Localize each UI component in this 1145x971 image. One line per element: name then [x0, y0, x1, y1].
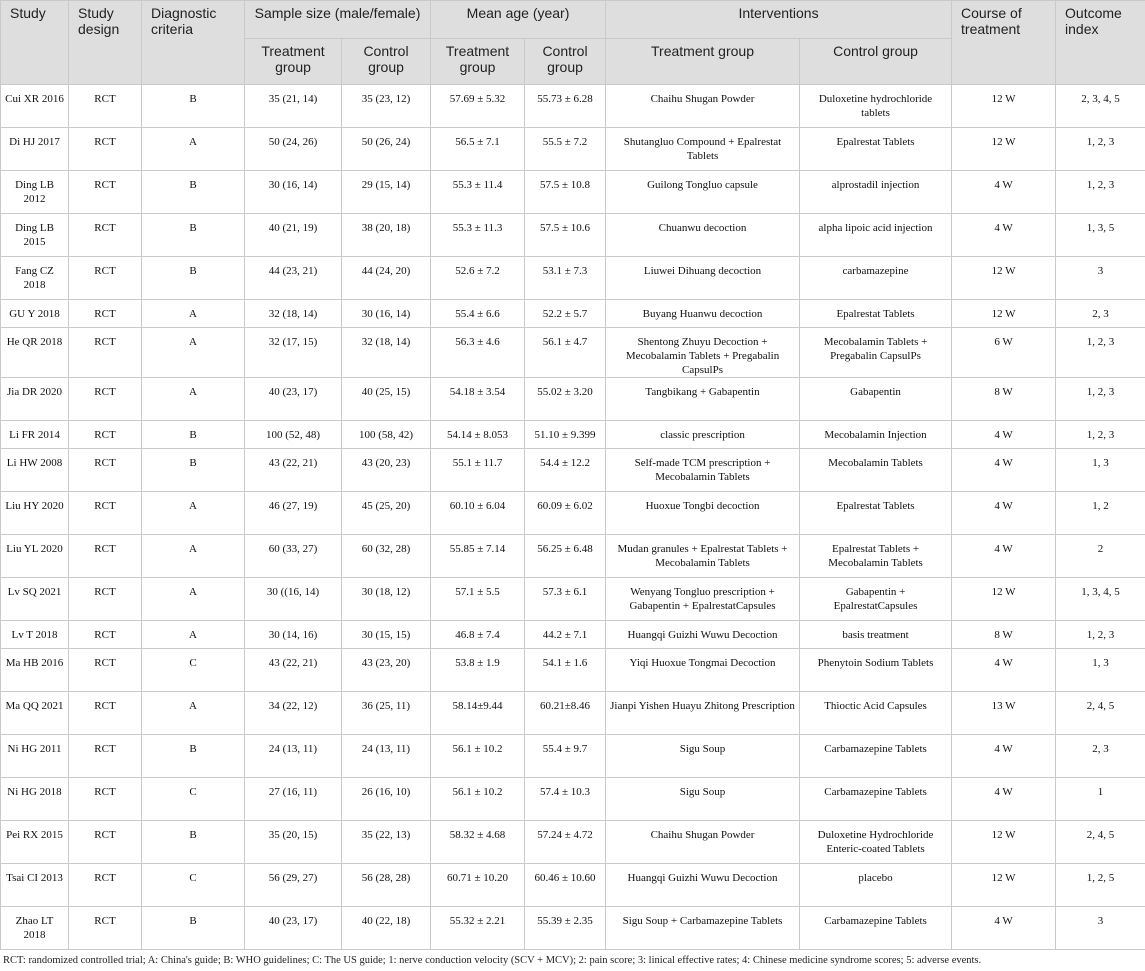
cell-course: 4 W: [952, 778, 1056, 821]
cell-course: 12 W: [952, 85, 1056, 128]
cell-study: Pei RX 2015: [1, 821, 69, 864]
cell-outcome: 2, 3: [1056, 735, 1145, 778]
cell-intervention-control: Mecobalamin Tablets: [800, 449, 952, 492]
cell-intervention-control: alpha lipoic acid injection: [800, 214, 952, 257]
cell-age-treatment: 58.14±9.44: [431, 692, 525, 735]
cell-age-treatment: 55.32 ± 2.21: [431, 907, 525, 950]
table-row: [1, 492, 1145, 535]
cell-age-control: 57.3 ± 6.1: [525, 578, 606, 621]
cell-study-design: RCT: [69, 449, 142, 492]
cell-intervention-treatment: Buyang Huanwu decoction: [606, 300, 800, 328]
cell-sample-treatment: 100 (52, 48): [245, 421, 342, 449]
cell-outcome: 2, 3: [1056, 300, 1145, 328]
cell-study: GU Y 2018: [1, 300, 69, 328]
cell-sample-treatment: 30 (16, 14): [245, 171, 342, 214]
cell-study-design: RCT: [69, 300, 142, 328]
cell-sample-control: 43 (23, 20): [342, 649, 431, 692]
cell-sample-control: 45 (25, 20): [342, 492, 431, 535]
cell-sample-treatment: 32 (17, 15): [245, 328, 342, 378]
cell-age-control: 55.5 ± 7.2: [525, 128, 606, 171]
cell-sample-treatment: 35 (21, 14): [245, 85, 342, 128]
cell-course: 4 W: [952, 171, 1056, 214]
cell-age-treatment: 55.1 ± 11.7: [431, 449, 525, 492]
cell-outcome: 1: [1056, 778, 1145, 821]
cell-age-control: 53.1 ± 7.3: [525, 257, 606, 300]
cell-intervention-control: placebo: [800, 864, 952, 907]
cell-diagnostic-criteria: A: [142, 128, 245, 171]
cell-intervention-treatment: Huoxue Tongbi decoction: [606, 492, 800, 535]
cell-course: 4 W: [952, 214, 1056, 257]
cell-age-treatment: 46.8 ± 7.4: [431, 621, 525, 649]
cell-course: 4 W: [952, 421, 1056, 449]
cell-intervention-treatment: Wenyang Tongluo prescription + Gabapentin + EpalrestatCapsules: [606, 578, 800, 621]
cell-age-control: 51.10 ± 9.399: [525, 421, 606, 449]
cell-outcome: 1, 2, 3: [1056, 328, 1145, 378]
cell-outcome: 1, 3: [1056, 449, 1145, 492]
cell-diagnostic-criteria: B: [142, 735, 245, 778]
cell-outcome: 1, 2: [1056, 492, 1145, 535]
cell-intervention-treatment: Mudan granules + Epalrestat Tablets + Mecobalamin Tablets: [606, 535, 800, 578]
table-row: [1, 864, 1145, 907]
cell-intervention-control: Gabapentin: [800, 378, 952, 421]
table-row: [1, 171, 1145, 214]
cell-sample-control: 24 (13, 11): [342, 735, 431, 778]
cell-outcome: 3: [1056, 257, 1145, 300]
cell-intervention-treatment: Huangqi Guizhi Wuwu Decoction: [606, 864, 800, 907]
header-outcome-index: Outcome index: [1056, 1, 1145, 85]
cell-sample-treatment: 43 (22, 21): [245, 649, 342, 692]
cell-sample-control: 43 (20, 23): [342, 449, 431, 492]
cell-sample-control: 30 (18, 12): [342, 578, 431, 621]
cell-course: 8 W: [952, 621, 1056, 649]
cell-study: Lv SQ 2021: [1, 578, 69, 621]
cell-sample-control: 56 (28, 28): [342, 864, 431, 907]
cell-study: Lv T 2018: [1, 621, 69, 649]
cell-intervention-treatment: Sigu Soup: [606, 778, 800, 821]
cell-sample-control: 40 (22, 18): [342, 907, 431, 950]
cell-study: Zhao LT 2018: [1, 907, 69, 950]
header-age-control: Control group: [525, 39, 606, 85]
cell-intervention-control: Gabapentin + EpalrestatCapsules: [800, 578, 952, 621]
cell-study-design: RCT: [69, 378, 142, 421]
cell-intervention-control: Mecobalamin Tablets + Pregabalin CapsulPs: [800, 328, 952, 378]
cell-age-control: 44.2 ± 7.1: [525, 621, 606, 649]
cell-outcome: 1, 3: [1056, 649, 1145, 692]
cell-study-design: RCT: [69, 735, 142, 778]
header-sample-treatment: Treatment group: [245, 39, 342, 85]
cell-course: 13 W: [952, 692, 1056, 735]
cell-intervention-treatment: Shentong Zhuyu Decoction + Mecobalamin Tablets + Pregabalin CapsulPs: [606, 328, 800, 378]
cell-sample-control: 29 (15, 14): [342, 171, 431, 214]
cell-outcome: 1, 2, 3: [1056, 621, 1145, 649]
cell-intervention-treatment: Liuwei Dihuang decoction: [606, 257, 800, 300]
cell-age-control: 57.5 ± 10.8: [525, 171, 606, 214]
table-row: [1, 578, 1145, 621]
cell-diagnostic-criteria: A: [142, 692, 245, 735]
table-row: [1, 821, 1145, 864]
cell-intervention-control: alprostadil injection: [800, 171, 952, 214]
cell-intervention-treatment: Guilong Tongluo capsule: [606, 171, 800, 214]
cell-outcome: 3: [1056, 907, 1145, 950]
cell-study-design: RCT: [69, 578, 142, 621]
cell-course: 4 W: [952, 649, 1056, 692]
cell-diagnostic-criteria: B: [142, 449, 245, 492]
cell-diagnostic-criteria: B: [142, 214, 245, 257]
cell-study: Ding LB 2015: [1, 214, 69, 257]
cell-sample-control: 50 (26, 24): [342, 128, 431, 171]
cell-study-design: RCT: [69, 85, 142, 128]
cell-diagnostic-criteria: A: [142, 492, 245, 535]
cell-age-treatment: 55.3 ± 11.4: [431, 171, 525, 214]
cell-study-design: RCT: [69, 535, 142, 578]
cell-sample-treatment: 56 (29, 27): [245, 864, 342, 907]
cell-age-control: 60.21±8.46: [525, 692, 606, 735]
cell-study: Ni HG 2011: [1, 735, 69, 778]
cell-sample-control: 60 (32, 28): [342, 535, 431, 578]
cell-age-control: 55.73 ± 6.28: [525, 85, 606, 128]
cell-sample-control: 35 (22, 13): [342, 821, 431, 864]
table-row: [1, 621, 1145, 649]
cell-course: 12 W: [952, 864, 1056, 907]
cell-age-control: 55.4 ± 9.7: [525, 735, 606, 778]
cell-course: 4 W: [952, 492, 1056, 535]
cell-diagnostic-criteria: B: [142, 85, 245, 128]
cell-sample-treatment: 32 (18, 14): [245, 300, 342, 328]
cell-sample-treatment: 50 (24, 26): [245, 128, 342, 171]
header-course-of-treatment: Course of treatment: [952, 1, 1056, 85]
cell-diagnostic-criteria: A: [142, 621, 245, 649]
table-row: [1, 778, 1145, 821]
header-sample-control: Control group: [342, 39, 431, 85]
cell-intervention-treatment: Jianpi Yishen Huayu Zhitong Prescription: [606, 692, 800, 735]
cell-outcome: 1, 2, 5: [1056, 864, 1145, 907]
cell-sample-control: 100 (58, 42): [342, 421, 431, 449]
cell-study-design: RCT: [69, 778, 142, 821]
cell-diagnostic-criteria: C: [142, 778, 245, 821]
cell-age-control: 55.02 ± 3.20: [525, 378, 606, 421]
cell-intervention-control: carbamazepine: [800, 257, 952, 300]
table-row: [1, 378, 1145, 421]
table-row: [1, 128, 1145, 171]
cell-intervention-control: Duloxetine hydrochloride tablets: [800, 85, 952, 128]
cell-sample-control: 38 (20, 18): [342, 214, 431, 257]
cell-study-design: RCT: [69, 421, 142, 449]
table-row: [1, 257, 1145, 300]
table-row: [1, 328, 1145, 378]
cell-course: 12 W: [952, 257, 1056, 300]
cell-diagnostic-criteria: A: [142, 378, 245, 421]
cell-sample-treatment: 34 (22, 12): [245, 692, 342, 735]
cell-diagnostic-criteria: B: [142, 171, 245, 214]
cell-sample-control: 36 (25, 11): [342, 692, 431, 735]
cell-outcome: 1, 2, 3: [1056, 421, 1145, 449]
cell-outcome: 1, 2, 3: [1056, 128, 1145, 171]
table-row: [1, 214, 1145, 257]
cell-study: Liu YL 2020: [1, 535, 69, 578]
cell-sample-treatment: 40 (23, 17): [245, 378, 342, 421]
cell-study-design: RCT: [69, 692, 142, 735]
cell-age-treatment: 56.1 ± 10.2: [431, 735, 525, 778]
cell-intervention-control: Carbamazepine Tablets: [800, 778, 952, 821]
cell-intervention-control: Epalrestat Tablets: [800, 492, 952, 535]
header-study: Study: [1, 1, 69, 85]
cell-age-treatment: 57.69 ± 5.32: [431, 85, 525, 128]
cell-diagnostic-criteria: C: [142, 864, 245, 907]
header-mean-age: Mean age (year): [431, 1, 606, 39]
cell-study-design: RCT: [69, 171, 142, 214]
cell-intervention-treatment: Chaihu Shugan Powder: [606, 821, 800, 864]
cell-age-control: 57.24 ± 4.72: [525, 821, 606, 864]
cell-age-control: 54.1 ± 1.6: [525, 649, 606, 692]
cell-outcome: 2, 3, 4, 5: [1056, 85, 1145, 128]
table-row: [1, 735, 1145, 778]
cell-intervention-control: Phenytoin Sodium Tablets: [800, 649, 952, 692]
table-row: [1, 85, 1145, 128]
cell-intervention-treatment: Self-made TCM prescription + Mecobalamin Tablets: [606, 449, 800, 492]
table-row: [1, 300, 1145, 328]
cell-outcome: 1, 2, 3: [1056, 171, 1145, 214]
cell-age-treatment: 60.71 ± 10.20: [431, 864, 525, 907]
cell-intervention-control: Mecobalamin Injection: [800, 421, 952, 449]
cell-intervention-treatment: Shutangluo Compound + Epalrestat Tablets: [606, 128, 800, 171]
table-row: [1, 649, 1145, 692]
cell-study: Liu HY 2020: [1, 492, 69, 535]
header-intervention-treatment: Treatment group: [606, 39, 800, 85]
cell-diagnostic-criteria: B: [142, 421, 245, 449]
cell-diagnostic-criteria: A: [142, 328, 245, 378]
header-sample-size: Sample size (male/female): [245, 1, 431, 39]
cell-study-design: RCT: [69, 257, 142, 300]
cell-diagnostic-criteria: A: [142, 300, 245, 328]
cell-study: Tsai CI 2013: [1, 864, 69, 907]
cell-sample-control: 44 (24, 20): [342, 257, 431, 300]
cell-study: Ma QQ 2021: [1, 692, 69, 735]
cell-intervention-control: Epalrestat Tablets: [800, 300, 952, 328]
cell-age-control: 55.39 ± 2.35: [525, 907, 606, 950]
cell-intervention-treatment: Chuanwu decoction: [606, 214, 800, 257]
cell-study: Li HW 2008: [1, 449, 69, 492]
cell-course: 12 W: [952, 300, 1056, 328]
cell-intervention-treatment: Tangbikang + Gabapentin: [606, 378, 800, 421]
cell-study-design: RCT: [69, 492, 142, 535]
cell-sample-treatment: 44 (23, 21): [245, 257, 342, 300]
cell-diagnostic-criteria: B: [142, 821, 245, 864]
cell-study: Ma HB 2016: [1, 649, 69, 692]
cell-study-design: RCT: [69, 621, 142, 649]
cell-sample-treatment: 27 (16, 11): [245, 778, 342, 821]
table-header: [1, 1, 1145, 85]
cell-intervention-control: Thioctic Acid Capsules: [800, 692, 952, 735]
cell-diagnostic-criteria: B: [142, 907, 245, 950]
cell-course: 8 W: [952, 378, 1056, 421]
cell-sample-treatment: 30 (14, 16): [245, 621, 342, 649]
header-interventions: Interventions: [606, 1, 952, 39]
cell-study: Cui XR 2016: [1, 85, 69, 128]
cell-sample-control: 35 (23, 12): [342, 85, 431, 128]
cell-study: Li FR 2014: [1, 421, 69, 449]
cell-sample-control: 40 (25, 15): [342, 378, 431, 421]
cell-sample-treatment: 40 (21, 19): [245, 214, 342, 257]
cell-study-design: RCT: [69, 907, 142, 950]
cell-course: 4 W: [952, 449, 1056, 492]
cell-sample-treatment: 60 (33, 27): [245, 535, 342, 578]
cell-intervention-treatment: Sigu Soup: [606, 735, 800, 778]
cell-age-control: 56.1 ± 4.7: [525, 328, 606, 378]
cell-age-treatment: 54.14 ± 8.053: [431, 421, 525, 449]
cell-study-design: RCT: [69, 821, 142, 864]
header-diagnostic-criteria: Diagnostic criteria: [142, 1, 245, 85]
cell-age-treatment: 57.1 ± 5.5: [431, 578, 525, 621]
cell-course: 12 W: [952, 128, 1056, 171]
cell-intervention-control: Epalrestat Tablets: [800, 128, 952, 171]
cell-intervention-treatment: Chaihu Shugan Powder: [606, 85, 800, 128]
table-row: [1, 421, 1145, 449]
cell-study-design: RCT: [69, 214, 142, 257]
cell-course: 12 W: [952, 821, 1056, 864]
cell-sample-control: 30 (16, 14): [342, 300, 431, 328]
cell-outcome: 2: [1056, 535, 1145, 578]
table-body: [1, 85, 1145, 950]
cell-study: Jia DR 2020: [1, 378, 69, 421]
cell-age-treatment: 55.3 ± 11.3: [431, 214, 525, 257]
table-footnote: RCT: randomized controlled trial; A: China's guide; B: WHO guidelines; C: The US guide; 1: nerve conduction velocity (SCV + MCV); 2: pain score; 3: linical effective rates; 4: Chinese medicine syndrome scores; 5: adverse events.: [3, 955, 982, 966]
cell-intervention-treatment: Sigu Soup + Carbamazepine Tablets: [606, 907, 800, 950]
cell-study-design: RCT: [69, 128, 142, 171]
cell-age-treatment: 58.32 ± 4.68: [431, 821, 525, 864]
cell-outcome: 1, 2, 3: [1056, 378, 1145, 421]
header-age-treatment: Treatment group: [431, 39, 525, 85]
cell-intervention-control: Carbamazepine Tablets: [800, 907, 952, 950]
cell-age-control: 57.4 ± 10.3: [525, 778, 606, 821]
cell-course: 4 W: [952, 907, 1056, 950]
cell-age-treatment: 55.4 ± 6.6: [431, 300, 525, 328]
cell-course: 4 W: [952, 535, 1056, 578]
header-study-design: Study design: [69, 1, 142, 85]
cell-diagnostic-criteria: A: [142, 578, 245, 621]
cell-intervention-treatment: classic prescription: [606, 421, 800, 449]
cell-study-design: RCT: [69, 328, 142, 378]
cell-age-control: 60.09 ± 6.02: [525, 492, 606, 535]
cell-outcome: 1, 3, 5: [1056, 214, 1145, 257]
cell-intervention-control: basis treatment: [800, 621, 952, 649]
cell-outcome: 2, 4, 5: [1056, 821, 1145, 864]
cell-diagnostic-criteria: A: [142, 535, 245, 578]
cell-sample-treatment: 40 (23, 17): [245, 907, 342, 950]
cell-age-treatment: 52.6 ± 7.2: [431, 257, 525, 300]
cell-diagnostic-criteria: C: [142, 649, 245, 692]
cell-study: He QR 2018: [1, 328, 69, 378]
cell-sample-control: 26 (16, 10): [342, 778, 431, 821]
cell-age-control: 57.5 ± 10.6: [525, 214, 606, 257]
cell-age-treatment: 56.3 ± 4.6: [431, 328, 525, 378]
cell-age-treatment: 56.5 ± 7.1: [431, 128, 525, 171]
cell-age-treatment: 60.10 ± 6.04: [431, 492, 525, 535]
cell-study-design: RCT: [69, 864, 142, 907]
cell-age-control: 56.25 ± 6.48: [525, 535, 606, 578]
cell-sample-treatment: 43 (22, 21): [245, 449, 342, 492]
cell-sample-control: 30 (15, 15): [342, 621, 431, 649]
cell-age-treatment: 53.8 ± 1.9: [431, 649, 525, 692]
cell-age-treatment: 55.85 ± 7.14: [431, 535, 525, 578]
cell-intervention-control: Carbamazepine Tablets: [800, 735, 952, 778]
cell-study: Ding LB 2012: [1, 171, 69, 214]
cell-study: Fang CZ 2018: [1, 257, 69, 300]
cell-study: Di HJ 2017: [1, 128, 69, 171]
cell-sample-control: 32 (18, 14): [342, 328, 431, 378]
cell-age-treatment: 54.18 ± 3.54: [431, 378, 525, 421]
cell-sample-treatment: 46 (27, 19): [245, 492, 342, 535]
cell-outcome: 1, 3, 4, 5: [1056, 578, 1145, 621]
cell-intervention-control: Duloxetine Hydrochloride Enteric-coated Tablets: [800, 821, 952, 864]
cell-intervention-treatment: Huangqi Guizhi Wuwu Decoction: [606, 621, 800, 649]
header-intervention-control: Control group: [800, 39, 952, 85]
cell-sample-treatment: 30 ((16, 14): [245, 578, 342, 621]
cell-course: 4 W: [952, 735, 1056, 778]
table-row: [1, 535, 1145, 578]
table-row: [1, 692, 1145, 735]
table-row: [1, 907, 1145, 950]
cell-course: 12 W: [952, 578, 1056, 621]
cell-course: 6 W: [952, 328, 1056, 378]
cell-age-control: 52.2 ± 5.7: [525, 300, 606, 328]
cell-age-control: 54.4 ± 12.2: [525, 449, 606, 492]
cell-study-design: RCT: [69, 649, 142, 692]
cell-outcome: 2, 4, 5: [1056, 692, 1145, 735]
table-row: [1, 449, 1145, 492]
cell-study: Ni HG 2018: [1, 778, 69, 821]
cell-age-control: 60.46 ± 10.60: [525, 864, 606, 907]
cell-intervention-control: Epalrestat Tablets + Mecobalamin Tablets: [800, 535, 952, 578]
cell-diagnostic-criteria: B: [142, 257, 245, 300]
cell-intervention-treatment: Yiqi Huoxue Tongmai Decoction: [606, 649, 800, 692]
cell-sample-treatment: 24 (13, 11): [245, 735, 342, 778]
cell-sample-treatment: 35 (20, 15): [245, 821, 342, 864]
cell-age-treatment: 56.1 ± 10.2: [431, 778, 525, 821]
